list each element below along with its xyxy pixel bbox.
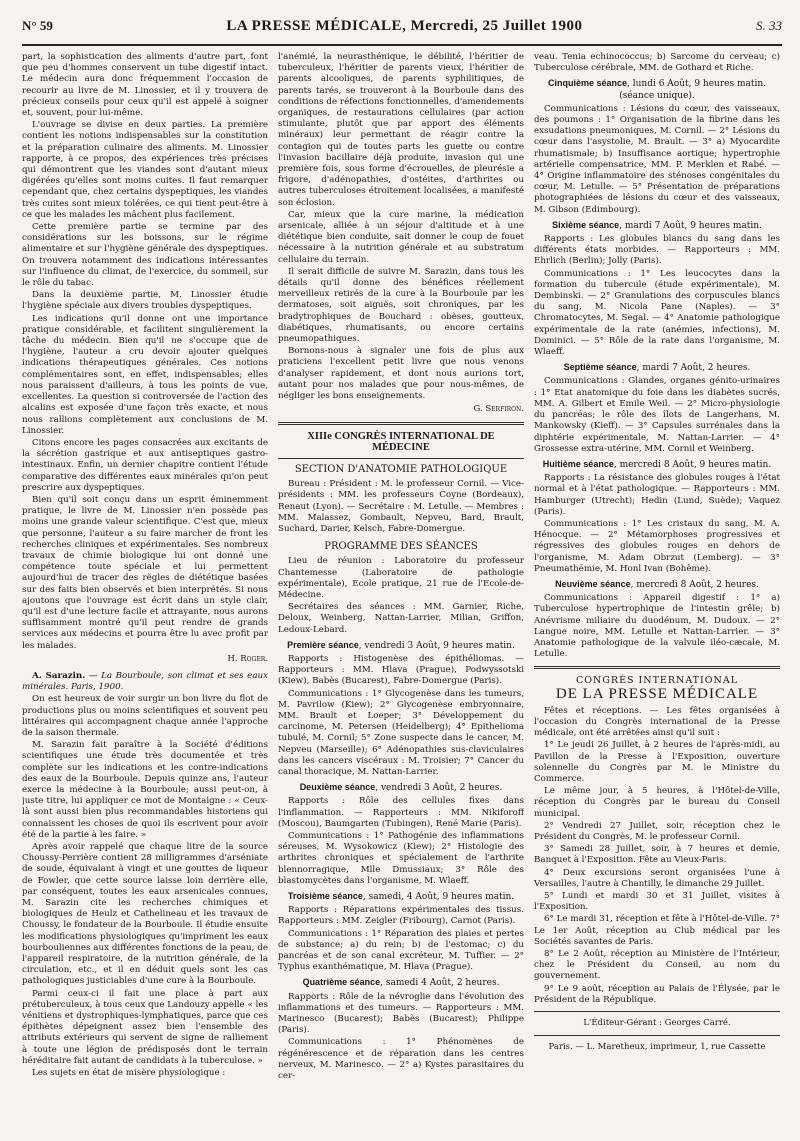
fete-item: 5° Lundi et mardi 30 et 31 Juillet, visites à l'Exposition. (534, 891, 780, 913)
congress-title: XIIIe CONGRÈS INTERNATIONAL DE MÉDECINE (307, 430, 495, 453)
divider (534, 1011, 780, 1012)
lieu: Lieu de réunion : Laboratoire du professeur Chantemesse (Laboratoire de pathologie expérimentale), Ecole pratique, 21 rue de l'Ecole-de-Médecine. (278, 556, 524, 600)
secretaires: Secrétaires des séances : MM. Garnier, Riche, Deloux, Weinberg, Nattan-Larrier, Milian, Griffon, Ledoux-Lebard. (278, 602, 524, 635)
fete-item: Le même jour, à 5 heures, à l'Hôtel-de-Ville, réception du Congrès par le bureau du Conseil municipal. (534, 786, 780, 819)
communications: Communications : Appareil digestif : 1° a) Tuberculose hypertrophique de l'intestin grêle; b) Anévrisme miliaire du duodénum, M. Dudoux. — 2° Langue noire, MM. Letulle et Nattan-Larrier. — 3° Anatomie pathologique de la valvule iléo-cæcale, M. Letulle. (534, 593, 780, 660)
seance-heading: Troisième séance, samedi, 4 Août, 9 heures matin. (287, 891, 515, 903)
signature: G. Serfiron. (473, 404, 524, 415)
paragraph: Citons encore les pages consacrées aux excitants de la sécrétion gastrique et aux antiseptiques gastro-intestinaux. Enfin, un dernier chapitre contient l'étude comparative des différentes eaux minérales qu'on peut prescrire aux dyspeptiques. (22, 437, 268, 493)
communications: Communications : Lésions du cœur, des vaisseaux, des poumons : 1° Organisation de la fibrine dans les exsudations pneumoniques, M. Cornil. — 2° Lésions du cœur dans l'asystolie, M. Brault. — 3° a) Myocardite rhumatismale; b) Insuffisance aortique; hypertrophie artérielle compensatrice, MM. P. Merklen et Rabé. — 4° Origine inflammatoire des sténoses congénitales du cœur, M. Letulle. — 5° Présentation de préparations photographiées de lésions du cœur et des vaisseaux, M. Gibson (Edimbourg). (534, 103, 780, 215)
rapports: Rapports : Les globules blancs du sang dans les différents états morbides. — Rapporteurs : MM. Ehrlich (Berlin); Jolly (Paris). (534, 234, 780, 267)
divider (534, 1035, 780, 1036)
section-title: SECTION D'ANATOMIE PATHOLOGIQUE (294, 463, 508, 475)
seance-heading: Deuxième séance, vendredi 3 Août, 2 heures. (299, 782, 503, 794)
seance-heading: Première séance, vendredi 3 Août, 9 heures matin. (287, 639, 515, 651)
review-author: A. Sarazin. (32, 670, 86, 681)
newspaper-page (22, 18, 782, 1131)
seance-heading: Septième séance, mardi 7 Août, 2 heures. (563, 362, 751, 374)
fetes-intro: Fêtes et réceptions. — Les fêtes organisées à l'occasion du Congrès international de la Presse médicale, ont été arrêtées ainsi qu'il suit : (534, 705, 780, 739)
divider (278, 422, 524, 425)
divider (534, 666, 780, 669)
fete-item: 1° Le jeudi 26 Juillet, à 2 heures de l'après-midi, au Pavillon de la Presse à l'Exposition, ouverture solennelle du Congrès par M. le Ministre du Commerce. (534, 740, 780, 784)
rapports: Rapports : Histogenèse des épithéliomas. — Rapporteurs : MM. Hlava (Prague), Podwyssotski (Kiew), Babès (Bucarest), Fabre-Domergue (Paris). (278, 653, 524, 687)
paragraph: Dans la deuxième partie, M. Linossier étudie l'hygiène spéciale aux divers troubles dyspeptiques. (22, 290, 268, 312)
paragraph: Cette première partie se termine par des considérations sur les boissons, sur le régime alimentaire et sur l'hygiène générale des dyspeptiques. On trouvera notamment des indications intéressantes sur l'influence du climat, de l'exercice, du sommeil, sur le rôle du tabac. (22, 222, 268, 289)
columns (22, 52, 782, 1132)
masthead (22, 18, 782, 46)
communications: Communications : 1° Glycogenèse dans les tumeurs, M. Pavrilow (Kiew); 2° Glycogenèse embryonnaire, MM. Brault et Loeper; 3° Développement du carcinome, M. Petersen (Heidelberg); 4° Epithelioma tubulé, M. Cornil; 5° Zone suspecte dans le cancer, M. Nepveu (Marseille); 6° Adénopathies sus-claviculaires dans les cancers viscéraux : M. Troisier; 7° Cancer du canal thoracique, M. Nattan-Larrier. (278, 688, 524, 777)
paragraph: part, la sophistication des aliments d'autre part, font que peu d'hommes conservent un tube digestif intact. Le médecin aura donc fréquemment l'occasion de recourir au livre de M. Linossier, et il y trouvera de précieux conseils pour ceux qu'il est appelé à soigner et, souvent, pour lui-même. (22, 52, 268, 119)
page-number: S. 33 (756, 18, 782, 33)
seance-heading: Neuvième séance, mercredi 8 Août, 2 heures. (555, 578, 759, 590)
paragraph: Après avoir rappelé que chaque litre de la source Choussy-Perrière contient 28 milligrammes d'arséniate de soude, équivalant à vingt et une gouttes de liqueur de Fowler, que cette source laisse loin derrière elle, par conséquent, toutes les eaux arsenicales connues, M. Sarazin cite les recherches chimiques et biologiques de Heulz et Cathelineau et les travaux de Choussy, le fondateur de la Bourboule. Il étudie ensuite les modifications physiologiques qu'impriment les eaux bourbouliennes aux différentes fonctions de la peau, de l'appareil respiratoire, de la nutrition générale, de la circulation, etc., et il en déduit quels sont les cas pathologiques justiciables d'une cure à la Bourboule. (22, 842, 268, 987)
column-3 (534, 52, 780, 1132)
fete-item: 2° Vendredi 27 Juillet, soir, réception chez le Président du Congrès, M. le professeur Cornil. (534, 820, 780, 842)
printer-line: Paris. — L. Maretheux, imprimeur, 1, rue Cassette (548, 1042, 766, 1053)
paragraph: Bien qu'il soit conçu dans un esprit éminemment pratique, le livre de M. Linossier n'en possède pas moins une grande valeur scientifique. C'est que, mieux que personne, l'auteur a su faire marcher de front les recherches cliniques et expérimentales. Ses nombreux travaux de chimie biologique lui ont donné une compétence toute spéciale et lui permettent aujourd'hui de tracer des règles de diététique basées sur des faits bien observés et bien interprétés. Si nous ajoutons que l'ouvrage est écrit dans un style clair, qu'il est d'une lecture facile et attrayante, nous aurons suffisamment montré qu'il peut rendre de grands services aux médecins et pourra être lu avec profit par les malades. (22, 494, 268, 651)
paragraph: On est heureux de voir surgir un bon livre du flot de productions plus ou moins scientifiques et souvent peu littéraires qui accompagnent chaque année l'approche de la saison thermale. (22, 694, 268, 738)
paragraph: Parmi ceux-ci il fait une place à part aux prétuberculeux, à tous ceux que Landouzy appelle « les vénitiens et dystrophiques-lymphatiques, parce que ces épithètes dépeignent assez bien l'ensemble des attributs extérieurs qui servent de signe de ralliement à toute une légion de prédisposés dont le terrain héréditaire fait autant de candidats à la tuberculose. » (22, 988, 268, 1066)
rapports: Rapports : Rôle des cellules fixes dans l'inflammation. — Rapporteurs : MM. Nikiforoff (Moscou), Baumgarten (Tubingen), René Marie (Paris). (278, 796, 524, 829)
seance-heading: Quatrième séance, samedi 4 Août, 2 heures. (302, 977, 500, 989)
column-2 (278, 52, 524, 1132)
paragraph: veau. Tenia echinococcus; b) Sarcome du cerveau; c) Tuberculose cérébrale, MM. de Gothard et Riche. (534, 52, 780, 74)
communications: Communications : 1° Les cristaux du sang, M. A. Hénocque. — 2° Métamorphoses progressives et régressives des globules rouges en dehors de l'organisme, M. Adam Obrzut (Lemberg). — 3° Pneumathémie, M. Honl Ivan (Bohême). (534, 518, 780, 574)
fete-item: 6° Le mardi 31, réception et fête à l'Hôtel-de-Ville. 7° Le 1er Août, réception au Club médical par les Sociétés savantes de Paris. (534, 914, 780, 947)
editor-gerant: L'Éditeur-Gérant : Georges Carré. (583, 1018, 731, 1029)
seance-heading: Huitième séance, mercredi 8 Août, 9 heures matin. (542, 458, 772, 470)
communications: Communications : 1° Pathogénie des inflammations séreuses, M. Wysokowicz (Kiew); 2° Histologie des arthrites chroniques et spécialement de l'arthrite blennorragique, Mlle Dmussiaux; 3° Rôle des blastomycètes dans l'organisme, M. Wlaeff. (278, 831, 524, 886)
paragraph: Bornons-nous à signaler une fois de plus aux praticiens l'excellent petit livre que nous venons d'analyser rapidement, et dont nous aurions tort, autant pour nos malades que pour nous-mêmes, de négliger les bons enseignements. (278, 346, 524, 402)
paragraph: l'anémié, la neurasthénique, le débilité, l'héritier de tuberculeux, l'héritier de parents vieux, l'héritier de parents alcooliques, de parents syphilitiques, de parents tarés, se trouveront à la Bourboule dans des conditions de réfections fonctionnelles, d'amendements organiques, de restaurations cellulaires (par action stimulante, plutôt que par apport des éléments minéraux) leur permettant de réagir contre la contagion qui de toutes parts les guette ou contre l'invasion bacillaire déjà produite, invasion qui une première fois, sous forme d'écrouelles, de pleurésie a frigore, d'adénopathies, d'ostéites, d'arthrites ou autres tuberculoses étroitement localisées, a manifesté son éclosion. (278, 52, 524, 208)
signature: H. Roger. (227, 653, 268, 664)
paragraph: Car, mieux que la cure marine, la médication arsenicale, alliée à un séjour d'altitude et à une diététique bien conduite, sait donner le coup de fouet nécessaire à la nutrition générale et au substratum cellulaire du terrain. (278, 209, 524, 265)
review-title: — La Bourboule, son climat et ses eaux minérales. Paris, 1900. (22, 670, 268, 693)
fete-item: 9° Le 9 août, réception au Palais de l'Élysée, par le Président de la République. (534, 983, 780, 1005)
paragraph: M. Sarazin fait paraître à la Société d'éditions scientifiques une étude très documentée et très complète sur les indications et les contre-indications des eaux de la Bourboule. Depuis quinze ans, l'auteur exerce la médecine à la Bourboule; aussi peut-on, à juste titre, lui appliquer ce mot de Montaigne : « Ceux-là sont aussi bien plus recommandables historiens qui connaissent les choses de quoi ils escrivent pour avoir été de la partie à les faire. » (22, 740, 268, 840)
fete-item: 3° Samedi 28 Juillet, soir, à 7 heures et demie, Banquet à l'Exposition. Fête au Vieux-Paris. (534, 844, 780, 866)
paragraph: Les indications qu'il donne ont une importance pratique considérable, et facilitent singulièrement la tâche du médecin. Bien qu'il ne s'occupe que de l'hygiène, l'auteur a cru devoir ajouter quelques indications thérapeutiques générales. Ces notions complémentaires sont, en effet, indispensables; elles nous paraissent d'ailleurs, à tous les points de vue, excellentes. La question si controversée de l'action des alcalins est exposée d'une façon très exacte, et nous nous rallions complètement aux conclusions de M. Linossier. (22, 313, 268, 436)
press-congress-title: CONGRÈS INTERNATIONAL (575, 675, 739, 687)
newspaper-title: LA PRESSE MÉDICALE, Mercredi, 25 Juillet 1900 (226, 18, 583, 34)
paragraph: Les sujets en état de misère physiologique : (32, 1068, 226, 1079)
paragraph: Il serait difficile de suivre M. Sarazin, dans tous les détails qu'il donne des bénéfices réellement merveilleux retirés de la cure à la Bourboule par les dermatoses, soit aiguës, soit chroniques, par les bradytrophiques de Bouchard : obèses, goutteux, diabétiques, rhumatisants, ou encore certains pneumopathiques. (278, 266, 524, 345)
press-congress-subtitle: DE LA PRESSE MÉDICALE (555, 685, 759, 702)
fete-item: 4° Deux excursions seront organisées l'une à Versailles, l'autre à Chantilly, le dimanche 29 Juillet. (534, 867, 780, 889)
issue-number: N° 59 (22, 18, 53, 33)
communications: Communications : 1° Réparation des plaies et pertes de substance; a) du rein; b) de l'estomac; c) du pancréas et de son canal excréteur, M. Tuffier. — 2° Typhus exanthématique, M. Hlava (Prague). (278, 928, 524, 973)
fete-item: 8° Le 2 Août, réception au Ministère de l'Intérieur, chez le Président du Conseil, au nom du gouvernement. (534, 949, 780, 982)
paragraph: L'ouvrage se divise en deux parties. La première contient les notions indispensables sur la constitution et la préparation culinaire des aliments. M. Linossier rapporte, à ce propos, des expériences très précises qui démontrent que les viandes sont d'autant mieux digérées qu'elles sont moins cuites. Il faut remarquer cependant que, chez certains dyspeptiques, les viandes très cuites sont mieux tolérées, ce qui tient peut-être à ce que les malades les mâchent plus facilement. (22, 120, 268, 220)
bureau: Bureau : Président : M. le professeur Cornil. — Vice-présidents : MM. les professeurs Coyne (Bordeaux), Renaut (Lyon). — Secrétaire : M. Letulle. — Membres : MM. Malassez, Gombault, Nepveu, Bard, Brault, Suchard, Darier, Kelsch, Fabre-Domergue. (278, 479, 524, 534)
rapports: Rapports : La résistance des globules rouges à l'état normal et à l'état pathologique. — Rapporteurs : MM. Hamburger (Utrecht); Hedin (Lund, Suède); Vaquez (Paris). (534, 473, 780, 517)
communications: Communications : Glandes, organes génito-urinaires : 1° Etat anatomique du foie dans les diabètes sucrés, MM. A. Gilbert et Emile Weil. — 2° Micro-physiologie du pancréas; le rôle des îlots de Langerhans, M. Mankowsky (Kieff). — 3° Capsules surrénales dans la diphtérie expérimentale, M. Nattan-Larrier. — 4° Grossesse extra-utérine, MM. Cornil et Weinberg. (534, 376, 780, 454)
seance-heading: Cinquième séance, lundi 6 Août, 9 heures matin. (séance unique). (547, 78, 767, 101)
divider (278, 458, 524, 459)
programme-title: PROGRAMME DES SÉANCES (324, 541, 478, 553)
communications: Communications : 1° Phénomènes de régénérescence et de réparation dans les centres nerveux, M. Marinesco. — 2° a) Kystes parasitaires du cer- (278, 1037, 524, 1082)
column-1 (22, 52, 268, 1132)
communications: Communications : 1° Les leucocytes dans la formation du tubercule (étude expérimentale), M. Dembinski. — 2° Granulations des corpuscules blancs du sang, M. Nicola Pane (Naples). — 3° Chromatocytes, M. Segal. — 4° Anatomie pathologique expérimentale de la rate (anémies, infections), M. Dominici. — 5° Rôle de la rate dans l'organisme, M. Wlaeff. (534, 268, 780, 358)
rapports: Rapports : Réparations expérimentales des tissus. Rapporteurs : MM. Zeigler (Fribourg), Carnot (Paris). (278, 905, 524, 927)
rapports: Rapports : Rôle de la névroglie dans l'évolution des inflammations et des tumeurs. — Rapporteurs : MM. Marinesco (Bucarest); Babès (Bucarest); Philippe (Paris). (278, 991, 524, 1036)
seance-heading: Sixième séance, mardi 7 Août, 9 heures matin. (552, 219, 762, 231)
